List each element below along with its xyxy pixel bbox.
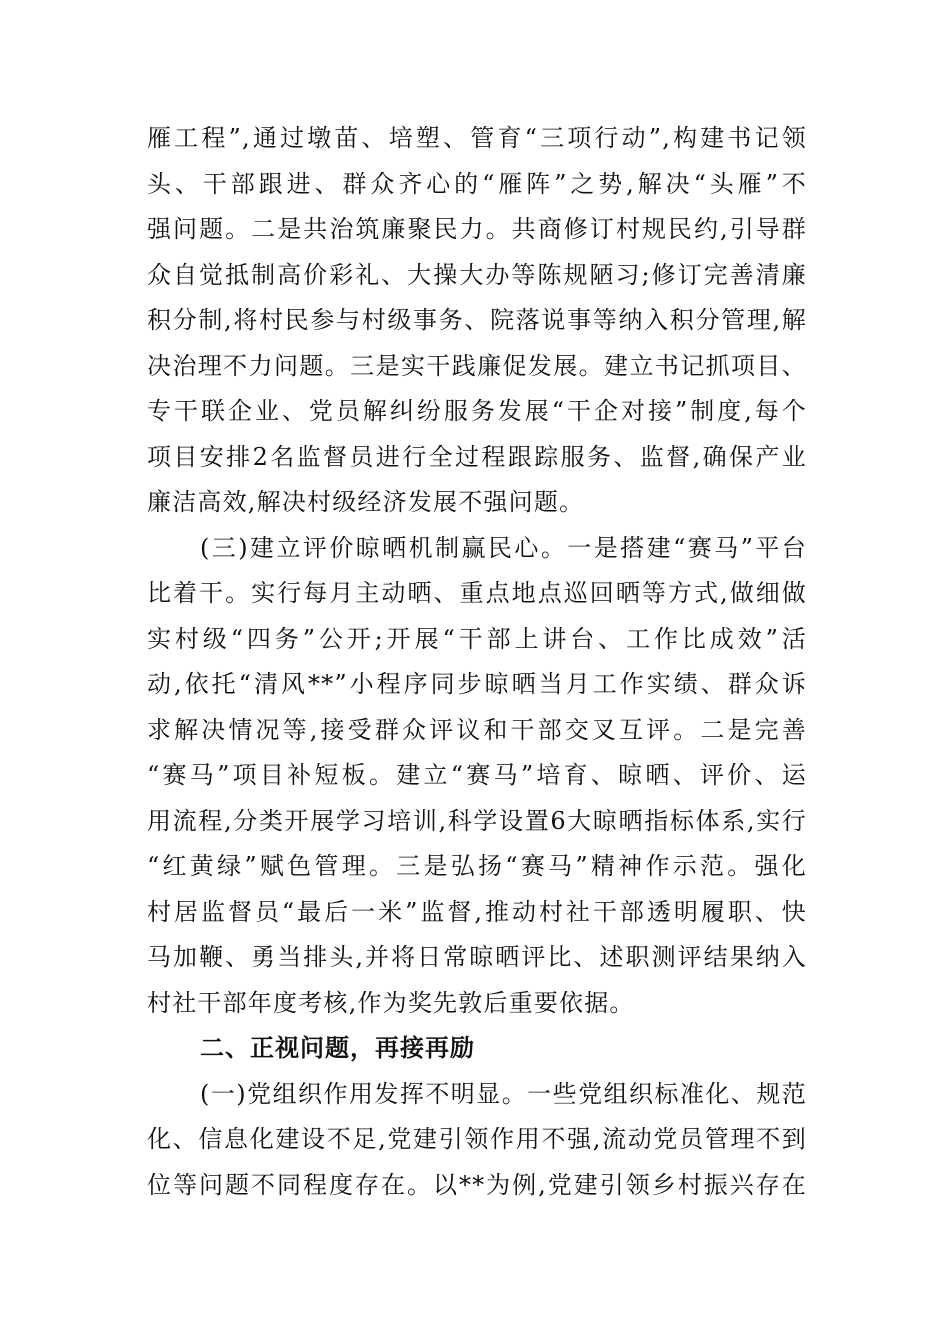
paragraph-continuation	[147, 116, 807, 526]
text-line: (一)党组织作用发挥不明显。一些党组织标准化、规范	[200, 1079, 807, 1108]
text-line: 众自觉抵制高价彩礼、大操大办等陈规陋习;修订完善清廉	[147, 260, 807, 289]
text-line: 动,依托“清风**”小程序同步晾晒当月工作实绩、群众诉	[147, 670, 807, 698]
text-line: 决治理不力问题。三是实干践廉促发展。建立书记抓项目、	[147, 351, 807, 380]
text-line: 头、干部跟进、群众齐心的“雁阵”之势,解决“头雁”不	[147, 169, 807, 198]
text-line: 强问题。二是共治筑廉聚民力。共商修订村规民约,引导群	[147, 215, 807, 243]
text-line: 廉洁高效,解决村级经济发展不强问题。	[147, 488, 585, 516]
paragraph-evaluation-mechanism	[147, 526, 807, 1027]
text-line: 积分制,将村民参与村级事务、院落说事等纳入积分管理,解	[147, 306, 807, 334]
text-line: 村社干部年度考核,作为奖先敦后重要依据。	[147, 988, 635, 1017]
paragraph-party-organization	[147, 1072, 807, 1209]
text-line: 马加鞭、勇当排头,并将日常晾晒评比、述职测评结果纳入	[147, 943, 807, 971]
section-heading: 二、正视问题，再接再励	[200, 1034, 475, 1062]
text-line: 比着干。实行每月主动晒、重点地点巡回晒等方式,做细做	[147, 579, 807, 607]
text-line: “红黄绿”赋色管理。三是弘扬“赛马”精神作示范。强化	[147, 852, 807, 880]
text-line: 专干联企业、党员解纠纷服务发展“干企对接”制度,每个	[147, 397, 807, 425]
text-line: 项目安排2名监督员进行全过程跟踪服务、监督,确保产业	[147, 442, 807, 471]
text-line: (三)建立评价晾晒机制赢民心。一是搭建“赛马”平台	[200, 533, 807, 562]
text-line: 化、信息化建设不足,党建引领作用不强,流动党员管理不到	[147, 1125, 807, 1153]
text-line: 实村级“四务”公开;开展“干部上讲台、工作比成效”活	[147, 624, 807, 653]
text-line: 村居监督员“最后一米”监督,推动村社干部透明履职、快	[147, 897, 807, 926]
text-line: 雁工程”,通过墩苗、培塑、管育“三项行动”,构建书记领	[147, 124, 807, 152]
text-line: 求解决情况等,接受群众评议和干部交叉互评。二是完善	[147, 715, 807, 744]
text-line: 位等问题不同程度存在。以**为例,党建引领乡村振兴存在	[147, 1170, 807, 1199]
text-line: 用流程,分类开展学习培训,科学设置6大晾晒指标体系,实行	[147, 806, 807, 835]
document-body	[147, 116, 807, 1208]
text-line: “赛马”项目补短板。建立“赛马”培育、晾晒、评价、运	[147, 761, 807, 789]
